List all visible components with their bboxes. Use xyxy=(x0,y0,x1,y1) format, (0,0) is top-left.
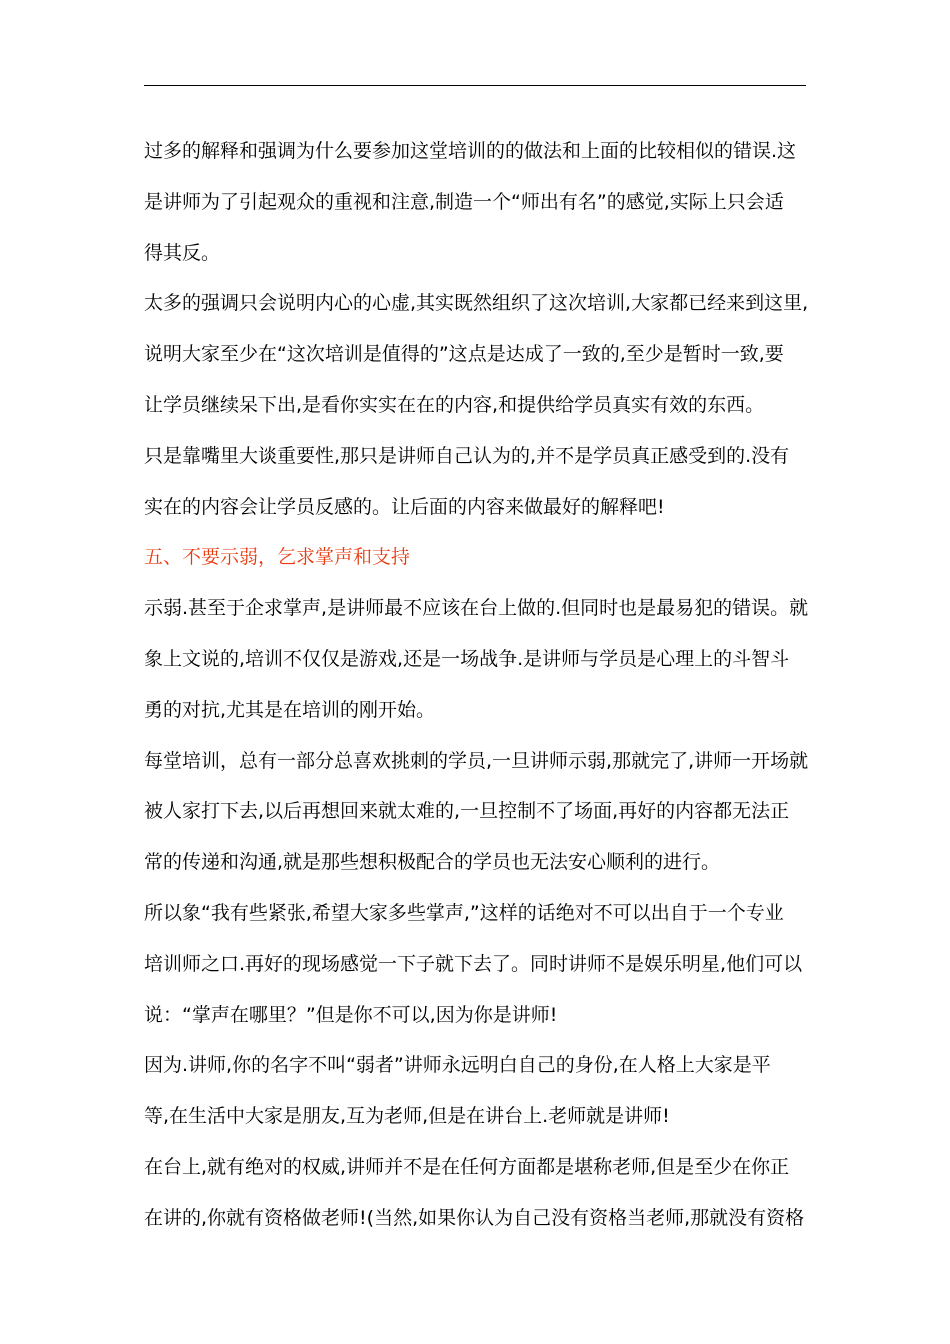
paragraph-line: 得其反。 xyxy=(144,241,221,264)
document-body xyxy=(144,126,808,1244)
paragraph-line: 常的传递和沟通,就是那些想积极配合的学员也无法安心顺利的进行。 xyxy=(144,851,721,874)
paragraph-line: 说明大家至少在“这次培训是值得的”这点是达成了一致的,至少是暂时一致,要 xyxy=(144,343,784,366)
paragraph-line: 说：“掌声在哪里？”但是你不可以,因为你是讲师! xyxy=(144,1003,558,1026)
paragraph-line: 太多的强调只会说明内心的心虚,其实既然组织了这次培训,大家都已经来到这里, xyxy=(144,292,809,315)
body-paragraph xyxy=(144,1142,808,1244)
paragraph-line: 是讲师为了引起观众的重视和注意,制造一个“师出有名”的感觉,实际上只会适 xyxy=(144,190,784,213)
paragraph-line: 培训师之口.再好的现场感觉一下子就下去了。同时讲师不是娱乐明星,他们可以 xyxy=(144,952,803,975)
section-heading-text: 五、不要示弱，乞求掌声和支持 xyxy=(144,546,411,569)
paragraph-line: 在台上,就有绝对的权威,讲师并不是在任何方面都是堪称老师,但是至少在你正 xyxy=(144,1155,790,1178)
paragraph-line: 象上文说的,培训不仅仅是游戏,还是一场战争.是讲师与学员是心理上的斗智斗 xyxy=(144,647,790,670)
paragraph-line: 每堂培训，总有一部分总喜欢挑刺的学员,一旦讲师示弱,那就完了,讲师一开场就 xyxy=(144,749,809,772)
paragraph-line: 让学员继续呆下出,是看你实实在在的内容,和提供给学员真实有效的东西。 xyxy=(144,393,765,416)
section-heading xyxy=(144,532,808,583)
body-paragraph xyxy=(144,888,808,1040)
body-paragraph xyxy=(144,583,808,735)
paragraph-line: 过多的解释和强调为什么要参加这堂培训的的做法和上面的比较相似的错误.这 xyxy=(144,140,797,162)
body-paragraph xyxy=(144,431,808,533)
body-paragraph xyxy=(144,736,808,888)
paragraph-line: 所以象“我有些紧张,希望大家多些掌声,”这样的话绝对不可以出自于一个专业 xyxy=(144,901,784,924)
paragraph-line: 只是靠嘴里大谈重要性,那只是讲师自己认为的,并不是学员真正感受到的.没有 xyxy=(144,444,790,467)
paragraph-line: 示弱.甚至于企求掌声,是讲师最不应该在台上做的.但同时也是最易犯的错误。就 xyxy=(144,597,809,620)
paragraph-line: 等,在生活中大家是朋友,互为老师,但是在讲台上.老师就是讲师! xyxy=(144,1105,670,1128)
paragraph-line: 因为.讲师,你的名字不叫“弱者”讲师永远明白自己的身份,在人格上大家是平 xyxy=(144,1054,771,1077)
body-paragraph xyxy=(144,1040,808,1142)
paragraph-line: 实在的内容会让学员反感的。让后面的内容来做最好的解释吧! xyxy=(144,495,665,518)
paragraph-line: 勇的对抗,尤其是在培训的刚开始。 xyxy=(144,698,436,721)
paragraph-line: 被人家打下去,以后再想回来就太难的,一旦控制不了场面,再好的内容都无法正 xyxy=(144,800,790,823)
header-rule xyxy=(144,85,806,86)
body-paragraph xyxy=(144,126,808,278)
body-paragraph xyxy=(144,278,808,430)
paragraph-line: 在讲的,你就有资格做老师!(当然,如果你认为自己没有资格当老师,那就没有资格 xyxy=(144,1206,805,1229)
